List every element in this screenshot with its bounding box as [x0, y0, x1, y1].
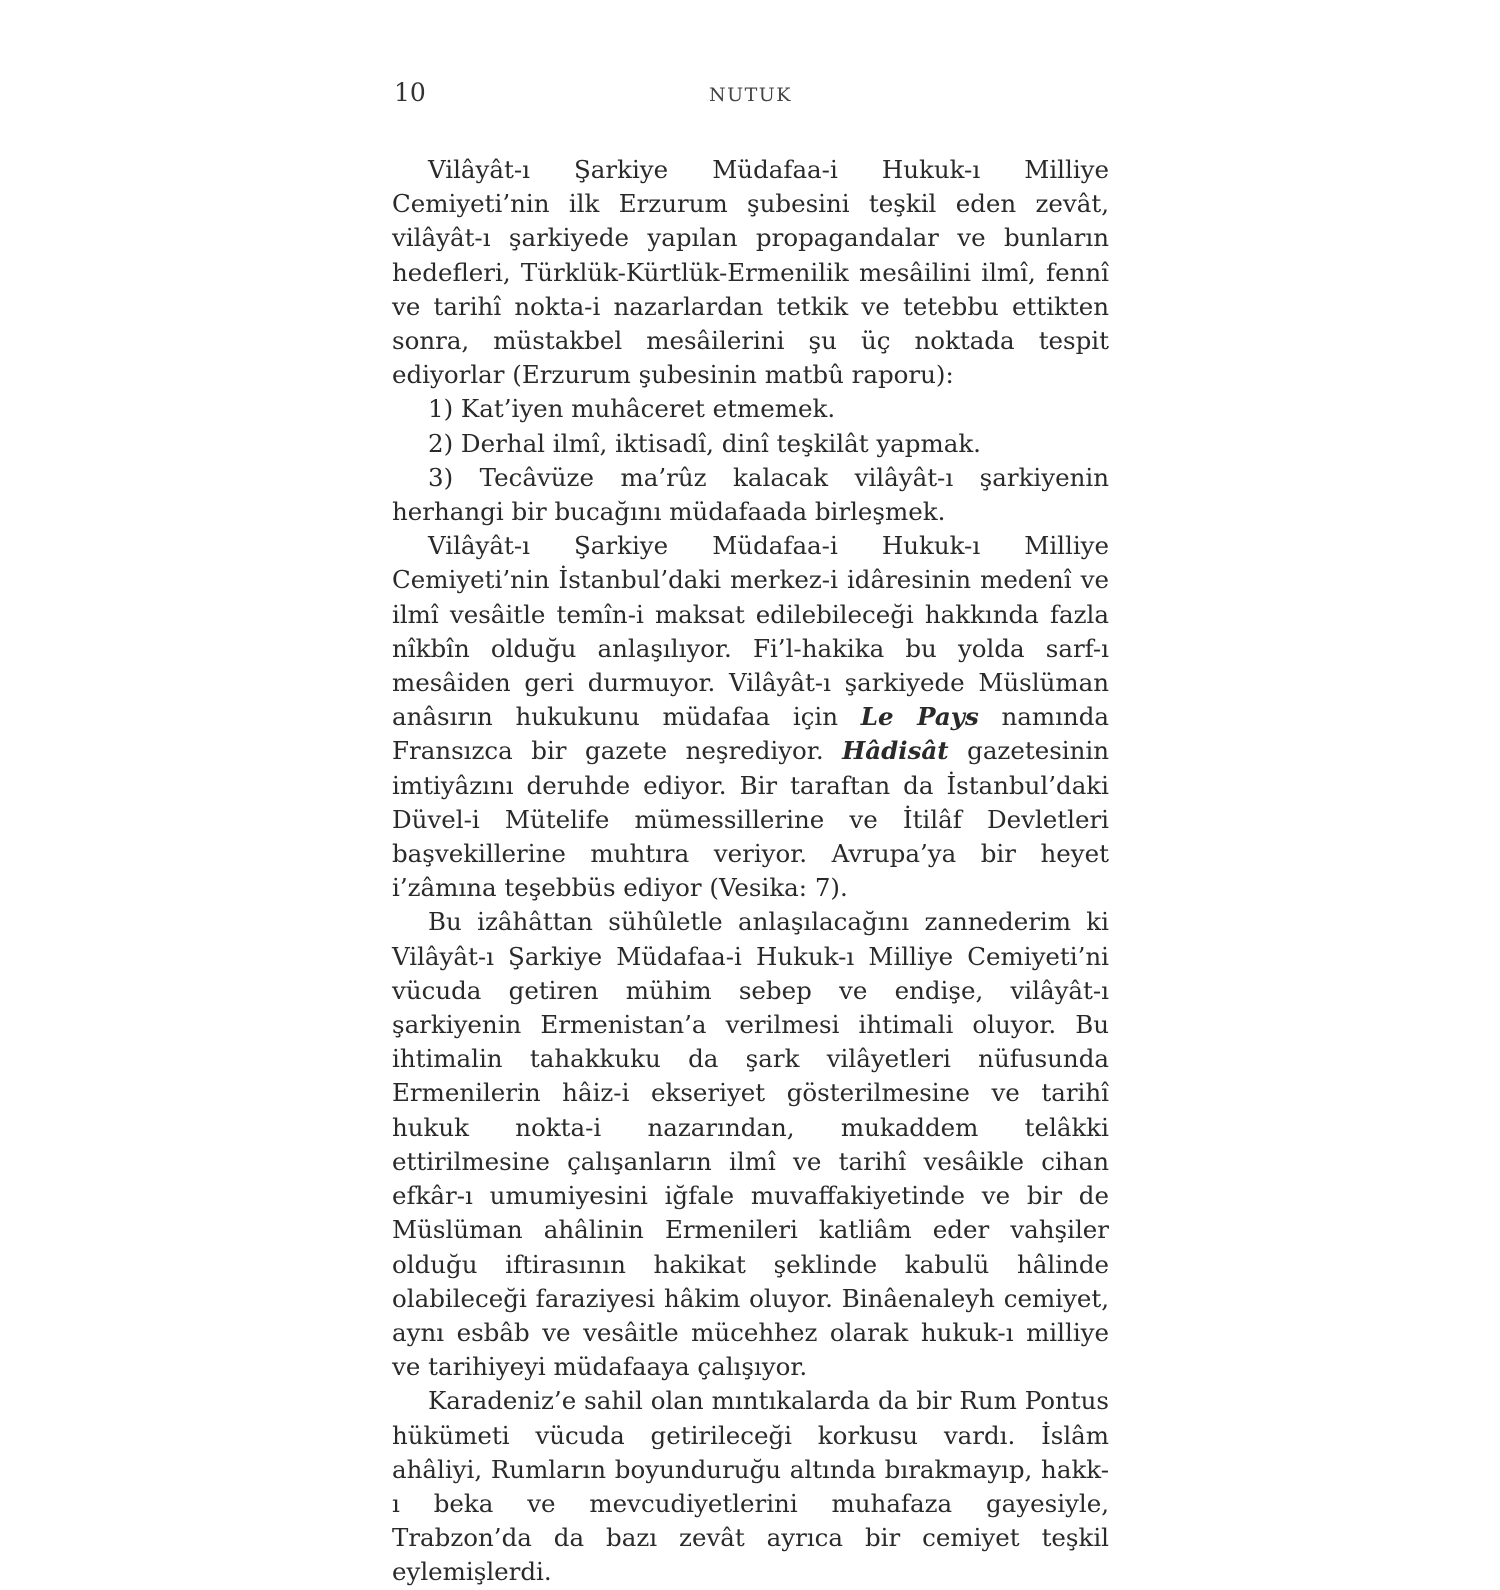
- paragraph-4: Karadeniz’e sahil olan mıntıkalarda da bir Rum Pontus hükümeti vücuda getirileceği korkusu vardı. İslâm ahâliyi, Rumların boyunduruğu altında bırakmayıp, hakk-ı beka ve mevcudiyetlerini muhafaza gayesiyle, Trabzon’da da bazı zevât ayrıca bir cemiyet teşkil eylemişlerdi.: [392, 1386, 1109, 1587]
- running-head: [392, 78, 1109, 112]
- paragraph-2: [392, 529, 1109, 905]
- paragraph-2-part-a: Vilâyât-ı Şarkiye Müdafaa-i Hukuk-ı Milliye Cemiyeti’nin İstanbul’daki merkez-i idâresinin medenî ve ilmî vesâitle temîn-i maksat edilebileceği hakkında fazla nîkbîn olduğu anlaşılıyor. Fi’l-hakika bu yolda sarf-ı mesâiden geri durmuyor. Vilâyât-ı şarkiyede Müslüman anâsırın hukukunu müdafaa için: [392, 531, 1109, 732]
- hadisat-title: Hâdisât: [842, 736, 949, 766]
- list-item-1: 1) Kat’iyen muhâceret etmemek.: [428, 394, 836, 424]
- paragraph-3: Bu izâhâttan sühûletle anlaşılacağını zannederim ki Vilâyât-ı Şarkiye Müdafaa-i Hukuk-ı Milliye Cemiyeti’ni vücuda getiren mühim sebep ve endişe, vilâyât-ı şarkiyenin Ermenistan’a verilmesi ihtimali oluyor. Bu ihtimalin tahakkuku da şark vilâyetleri nüfusunda Ermenilerin hâiz-i ekseriyet gösterilmesine ve tarihî hukuk nokta-i nazarından, mukaddem telâkki ettirilmesine çalışanların ilmî ve tarihî vesâikle cihan efkâr-ı umumiyesini iğfale muvaffakiyetinde ve bir de Müslüman ahâlinin Ermenileri katliâm eder vahşiler olduğu iftirasının hakikat şeklinde kabulü hâlinde olabileceği faraziyesi hâkim oluyor. Binâenaleyh cemiyet, aynı esbâb ve vesâitle mücehhez olarak hukuk-ı milliye ve tarihiyeyi müdafaaya çalışıyor.: [392, 907, 1109, 1382]
- paragraph-1: Vilâyât-ı Şarkiye Müdafaa-i Hukuk-ı Milliye Cemiyeti’nin ilk Erzurum şubesini teşkil eden zevât, vilâyât-ı şarkiyede yapılan propagandalar ve bunların hedefleri, Türklük-Kürtlük-Ermenilik mesâilini ilmî, fennî ve tarihî nokta-i nazarlardan tetkik ve tetebbu ettikten sonra, müstakbel mesâilerini şu üç noktada tespit ediyorlar (Erzurum şubesinin matbû raporu):: [392, 155, 1109, 390]
- body-text: [392, 153, 1109, 1590]
- le-pays-title: Le Pays: [860, 702, 979, 732]
- page-number: 10: [394, 78, 426, 107]
- paragraph-2-part-b: namında Fransızca bir gazete neşrediyor.: [392, 702, 1110, 766]
- list-item-3: 3) Tecâvüze ma’rûz kalacak vilâyât-ı şarkiyenin herhangi bir bucağını müdafaada birleşmek.: [392, 462, 1109, 527]
- paragraph-2-part-c: gazetesinin imtiyâzını deruhde ediyor. Bir taraftan da İstanbul’daki Düvel-i Mütelife mümessillerine ve İtilâf Devletleri başvekillerine muhtıra veriyor. Avrupa’ya bir heyet i’zâmına teşebbüs ediyor (Vesika: 7).: [392, 736, 1109, 903]
- list-item-2: 2) Derhal ilmî, iktisadî, dinî teşkilât yapmak.: [428, 428, 981, 458]
- running-title: NUTUK: [708, 84, 793, 106]
